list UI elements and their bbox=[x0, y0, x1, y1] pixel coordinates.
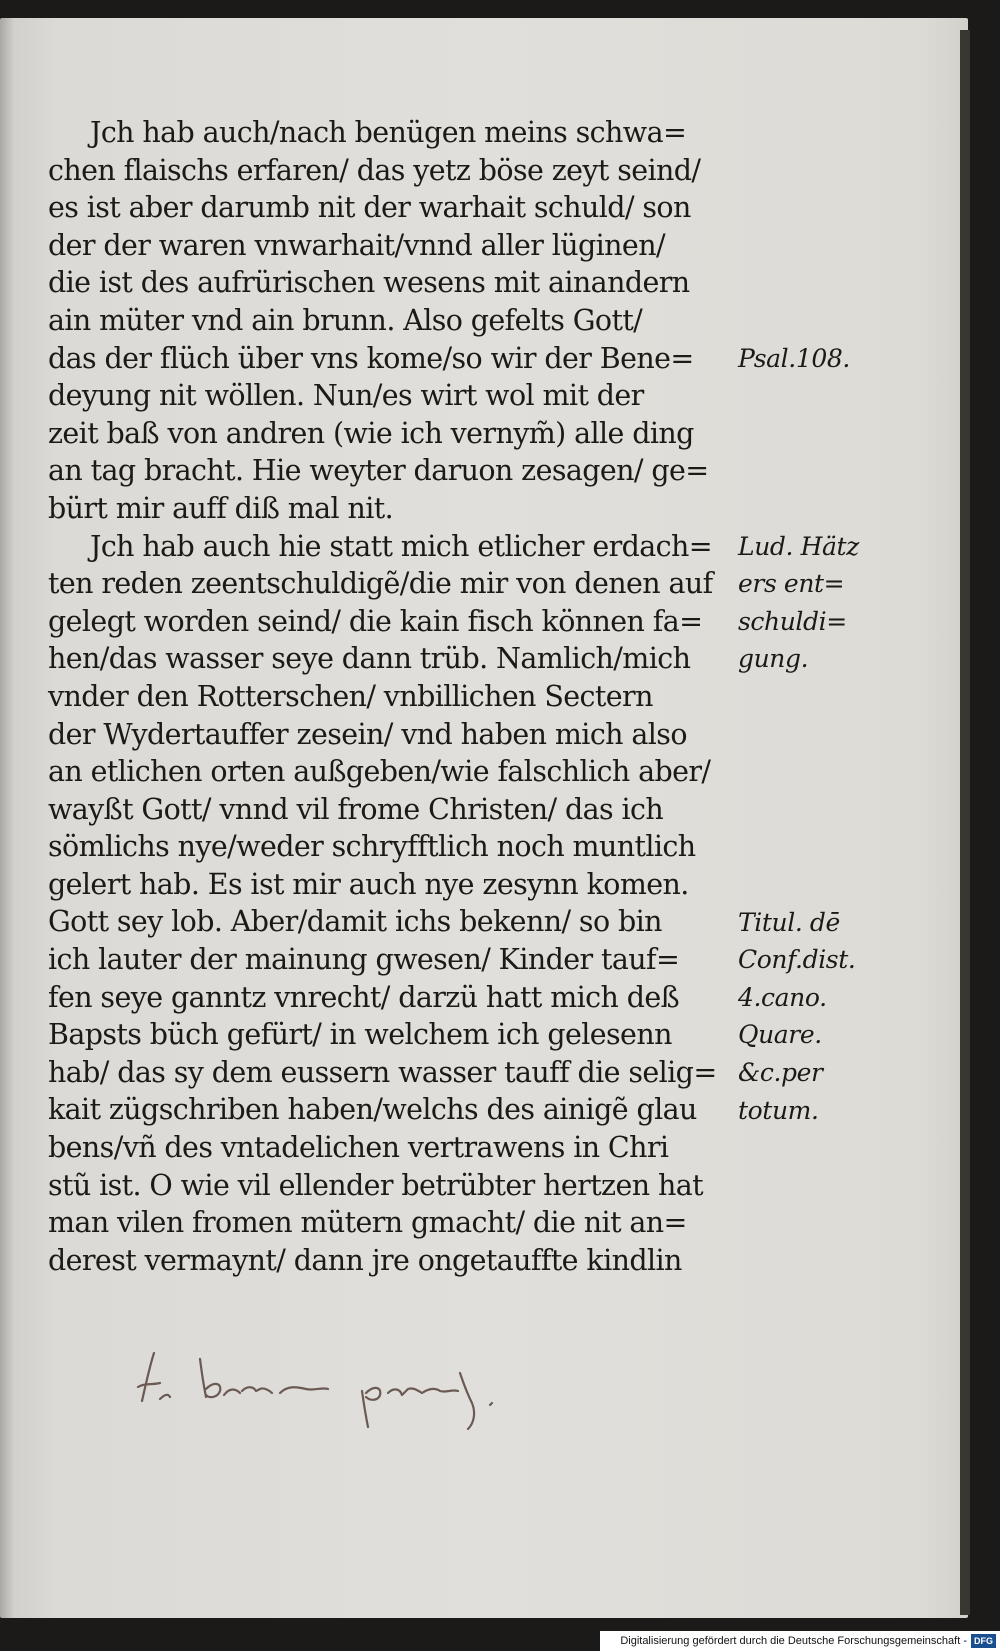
text-line: Gott sey lob. Aber/damit ichs bekenn/ so bin bbox=[48, 905, 662, 939]
text-line: der Wydertauffer zesein/ vnd haben mich also bbox=[48, 717, 687, 751]
text-line: gelert hab. Es ist mir auch nye zesynn komen. bbox=[48, 867, 689, 901]
marginal-note: Titul. dē bbox=[738, 907, 840, 937]
text-line: es ist aber darumb nit der warhait schuld/ son bbox=[48, 191, 691, 225]
text-line: kait zügschriben haben/welchs des ainigẽ glau bbox=[48, 1093, 697, 1127]
body-text bbox=[48, 114, 738, 1279]
marginal-note: schuldi= bbox=[738, 606, 847, 636]
marginal-note: totum. bbox=[738, 1095, 819, 1125]
marginal-note: Psal.108. bbox=[738, 343, 850, 373]
text-line: an tag bracht. Hie weyter daruon zesagen/ ge= bbox=[48, 454, 709, 488]
marginal-note: 4.cano. bbox=[738, 982, 827, 1012]
text-line: Jch hab auch hie statt mich etlicher erdach= bbox=[90, 529, 713, 563]
text-line: gelegt worden seind/ die kain fisch können fa= bbox=[48, 604, 703, 638]
text-line: ten reden zeentschuldigẽ/die mir von denen auf bbox=[48, 567, 713, 601]
text-line: hab/ das sy dem eussern wasser tauff die selig= bbox=[48, 1055, 717, 1089]
text-line: hen/das wasser seye dann trüb. Namlich/mich bbox=[48, 642, 691, 676]
marginal-note: Conf.dist. bbox=[738, 945, 856, 975]
text-line: ich lauter der mainung gwesen/ Kinder tauf= bbox=[48, 943, 680, 977]
text-line: fen seye ganntz vnrecht/ darzü hatt mich deß bbox=[48, 980, 680, 1014]
text-line: an etlichen orten außgeben/wie falschlich aber/ bbox=[48, 755, 711, 789]
text-line: vnder den Rotterschen/ vnbillichen Sectern bbox=[48, 679, 653, 713]
text-line: bürt mir auff diß mal nit. bbox=[48, 491, 394, 525]
text-line: derest vermaynt/ dann jre ongetauffte kindlin bbox=[48, 1243, 682, 1277]
marginal-note: &c.per bbox=[738, 1058, 823, 1087]
book-page bbox=[0, 18, 968, 1618]
marginal-note: Quare. bbox=[738, 1020, 822, 1050]
page-edge-shadow bbox=[960, 30, 970, 1615]
text-line: der der waren vnwarhait/vnnd aller lüginen/ bbox=[48, 228, 665, 262]
dfg-logo: DFG bbox=[971, 1634, 996, 1648]
handwritten-annotation bbox=[130, 1343, 550, 1433]
marginal-note: gung. bbox=[738, 644, 809, 674]
footer-credit: Digitalisierung gefördert durch die Deutsche Forschungsgemeinschaft - bbox=[620, 1635, 967, 1647]
text-line: das der flüch über vns kome/so wir der Bene= bbox=[48, 341, 694, 375]
text-line: Jch hab auch/nach benügen meins schwa= bbox=[90, 116, 687, 149]
text-line: sömlichs nye/weder schryfftlich noch muntlich bbox=[48, 830, 696, 864]
text-line: ain müter vnd ain brunn. Also gefelts Gott/ bbox=[48, 303, 643, 337]
text-line: wayßt Gott/ vnnd vil frome Christen/ das ich bbox=[48, 792, 664, 826]
text-line: bens/vñ des vntadelichen vertrawens in Chri bbox=[48, 1131, 669, 1165]
text-line: chen flaischs erfaren/ das yetz böse zeyt seind/ bbox=[48, 153, 701, 187]
text-line: Bapsts büch gefürt/ in welchem ich gelesenn bbox=[48, 1018, 672, 1052]
text-line: zeit baß von andren (wie ich vernym̃) alle ding bbox=[48, 416, 694, 450]
text-line: die ist des aufrürischen wesens mit ainandern bbox=[48, 266, 690, 300]
footer-banner bbox=[600, 1631, 1000, 1651]
text-line: deyung nit wöllen. Nun/es wirt wol mit der bbox=[48, 379, 644, 413]
text-line: stũ ist. O wie vil ellender betrübter hertzen hat bbox=[48, 1168, 703, 1202]
marginal-note: Lud. Hätz bbox=[738, 531, 859, 561]
text-line: man vilen fromen mütern gmacht/ die nit an= bbox=[48, 1206, 687, 1240]
marginal-note: ers ent= bbox=[738, 569, 845, 599]
